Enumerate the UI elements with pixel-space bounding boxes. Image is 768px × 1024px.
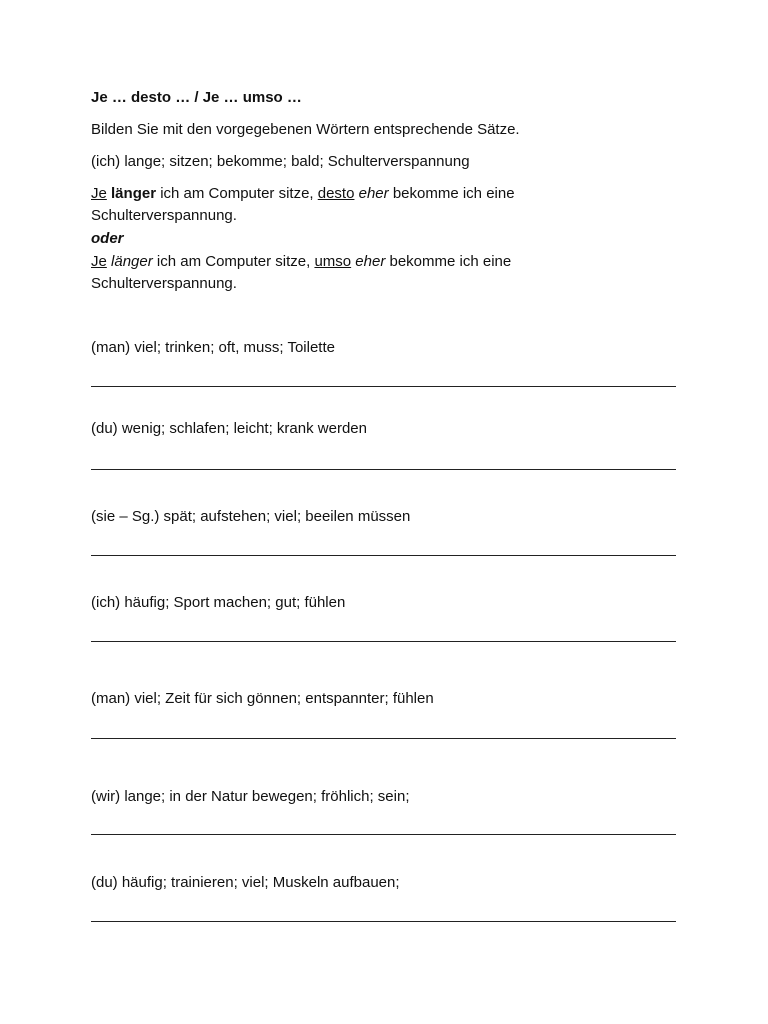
comparative-eher: eher [355, 253, 386, 270]
example-sentence-desto-continued: Schulterverspannung. [91, 207, 237, 224]
sentence-middle: ich am Computer sitze, [156, 185, 318, 202]
comparative-eher: eher [358, 185, 389, 202]
answer-line-3[interactable] [91, 555, 676, 556]
oder-label: oder [91, 230, 124, 247]
exercise-prompt-3: (sie – Sg.) spät; aufstehen; viel; beeilen müssen [91, 508, 411, 525]
sentence-end: bekomme ich eine [385, 253, 512, 270]
answer-line-4[interactable] [91, 641, 676, 642]
exercise-prompt-4: (ich) häufig; Sport machen; gut; fühlen [91, 594, 346, 611]
instruction-text: Bilden Sie mit den vorgegebenen Wörtern entsprechende Sätze. [91, 121, 520, 138]
example-sentence-umso [91, 251, 511, 273]
example-sentence-umso-continued: Schulterverspannung. [91, 275, 237, 292]
exercise-prompt-2: (du) wenig; schlafen; leicht; krank werden [91, 420, 367, 437]
example-prompt: (ich) lange; sitzen; bekomme; bald; Schulterverspannung [91, 153, 470, 170]
exercise-prompt-6: (wir) lange; in der Natur bewegen; fröhlich; sein; [91, 788, 410, 805]
connector-desto: desto [317, 185, 355, 202]
exercise-prompt-5: (man) viel; Zeit für sich gönnen; entspannter; fühlen [91, 690, 434, 707]
sentence-end: bekomme ich eine [388, 185, 515, 202]
comparative-word: länger [111, 185, 157, 202]
comparative-word: länger [111, 253, 153, 270]
sentence-middle: ich am Computer sitze, [152, 253, 315, 270]
exercise-prompt-7: (du) häufig; trainieren; viel; Muskeln aufbauen; [91, 874, 400, 891]
exercise-prompt-1: (man) viel; trinken; oft, muss; Toilette [91, 339, 335, 356]
answer-line-2[interactable] [91, 469, 676, 470]
answer-line-5[interactable] [91, 738, 676, 739]
answer-line-1[interactable] [91, 386, 676, 387]
worksheet-title: Je … desto … / Je … umso … [91, 89, 302, 106]
je-word: Je [91, 185, 107, 202]
answer-line-6[interactable] [91, 834, 676, 835]
answer-line-7[interactable] [91, 921, 676, 922]
example-sentence-desto [91, 183, 515, 205]
je-word: Je [91, 253, 107, 270]
connector-umso: umso [314, 253, 352, 270]
